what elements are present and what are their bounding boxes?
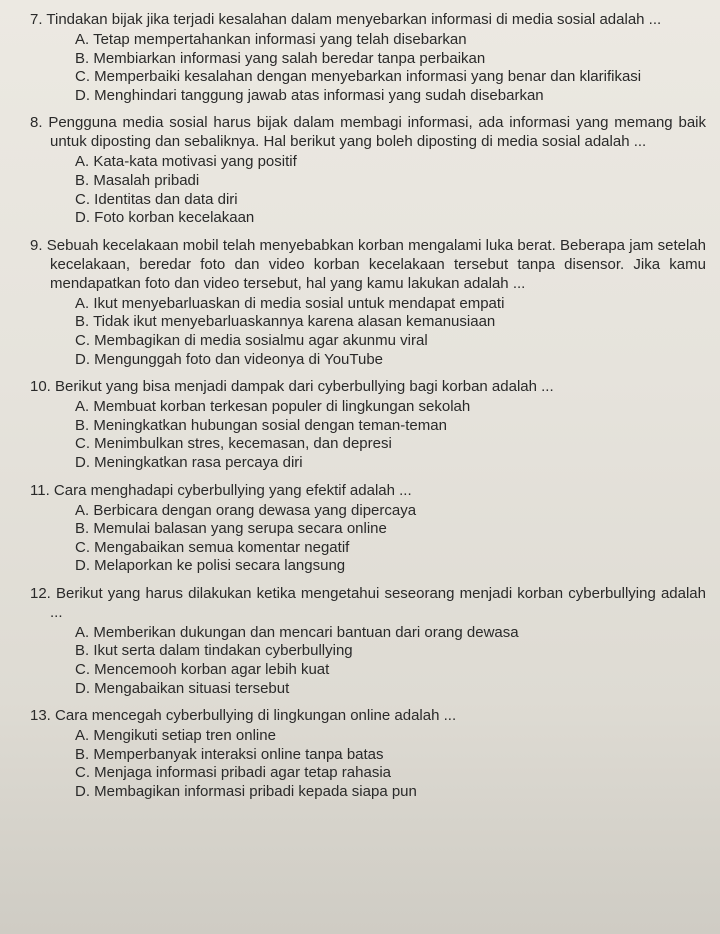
question-13: [30, 706, 706, 801]
answer-option-d: D. Membagikan informasi pribadi kepada siapa pun: [75, 783, 417, 801]
answer-option-d: D. Meningkatkan rasa percaya diri: [75, 453, 303, 471]
answer-option-d: D. Foto korban kecelakaan: [75, 209, 255, 227]
question-12: [30, 584, 706, 698]
answer-options: [30, 295, 706, 369]
answer-option-a: A. Ikut menyebarluaskan di media sosial untuk mendapat empati: [75, 294, 505, 312]
answer-option-b: B. Membiarkan informasi yang salah beredar tanpa perbaikan: [75, 49, 486, 67]
answer-option-d: D. Melaporkan ke polisi secara langsung: [75, 557, 346, 575]
question-text: 10. Berikut yang bisa menjadi dampak dari cyberbullying bagi korban adalah ...: [30, 378, 554, 396]
answer-options: [30, 727, 706, 801]
question-text: 7. Tindakan bijak jika terjadi kesalahan dalam menyebarkan informasi di media sosial adalah ...: [30, 11, 662, 28]
answer-option-a: A. Mengikuti setiap tren online: [75, 727, 276, 745]
question-7: [30, 10, 706, 105]
question-text: 8. Pengguna media sosial harus bijak dalam membagi informasi, ada informasi yang memang baik untuk diposting dan sebaliknya. Hal berikut yang boleh diposting di media sosial adalah ...: [30, 114, 706, 151]
answer-option-c: C. Mengabaikan semua komentar negatif: [75, 538, 350, 556]
question-9: [30, 236, 706, 369]
answer-option-a: A. Berbicara dengan orang dewasa yang dipercaya: [75, 501, 417, 519]
answer-option-a: A. Membuat korban terkesan populer di lingkungan sekolah: [75, 398, 471, 416]
question-text: 13. Cara mencegah cyberbullying di lingkungan online adalah ...: [30, 707, 457, 725]
answer-option-b: B. Meningkatkan hubungan sosial dengan teman-teman: [75, 416, 447, 434]
answer-options: [30, 398, 706, 472]
answer-options: [30, 502, 706, 576]
answer-option-a: A. Kata-kata motivasi yang positif: [75, 153, 297, 171]
answer-option-d: D. Mengunggah foto dan videonya di YouTube: [75, 350, 384, 368]
question-text: 9. Sebuah kecelakaan mobil telah menyebabkan korban mengalami luka berat. Beberapa jam setelah kecelakaan, beredar foto dan video korban kecelakaan tersebut tanpa disensor. Jika kamu mendapatkan foto dan video tersebut, hal yang kamu lakukan adalah ...: [30, 236, 706, 292]
question-text: 12. Berikut yang harus dilakukan ketika mengetahui seseorang menjadi korban cyberbullying adalah ...: [30, 584, 706, 621]
answer-options: [30, 31, 706, 105]
answer-option-c: C. Memperbaiki kesalahan dengan menyebarkan informasi yang benar dan klarifikasi: [75, 68, 642, 86]
answer-option-c: C. Membagikan di media sosialmu agar akunmu viral: [75, 331, 428, 349]
answer-option-b: B. Tidak ikut menyebarluaskannya karena alasan kemanusiaan: [75, 313, 496, 331]
question-11: [30, 481, 706, 576]
answer-option-a: A. Tetap mempertahankan informasi yang telah disebarkan: [75, 31, 467, 48]
answer-option-b: B. Memulai balasan yang serupa secara online: [75, 520, 387, 538]
question-list: [30, 10, 706, 802]
answer-options: [30, 624, 706, 698]
question-10: [30, 377, 706, 472]
answer-option-a: A. Memberikan dukungan dan mencari bantuan dari orang dewasa: [75, 623, 519, 641]
question-8: [30, 113, 706, 227]
answer-options: [30, 153, 706, 227]
answer-option-b: B. Memperbanyak interaksi online tanpa batas: [75, 745, 384, 763]
answer-option-d: D. Mengabaikan situasi tersebut: [75, 679, 290, 697]
answer-option-b: B. Ikut serta dalam tindakan cyberbullying: [75, 642, 353, 660]
answer-option-b: B. Masalah pribadi: [75, 171, 200, 189]
answer-option-c: C. Menjaga informasi pribadi agar tetap rahasia: [75, 764, 392, 782]
answer-option-c: C. Menimbulkan stres, kecemasan, dan depresi: [75, 435, 392, 453]
answer-option-d: D. Menghindari tanggung jawab atas informasi yang sudah disebarkan: [75, 86, 544, 104]
question-text: 11. Cara menghadapi cyberbullying yang efektif adalah ...: [30, 481, 412, 499]
answer-option-c: C. Identitas dan data diri: [75, 190, 238, 208]
answer-option-c: C. Mencemooh korban agar lebih kuat: [75, 661, 330, 679]
